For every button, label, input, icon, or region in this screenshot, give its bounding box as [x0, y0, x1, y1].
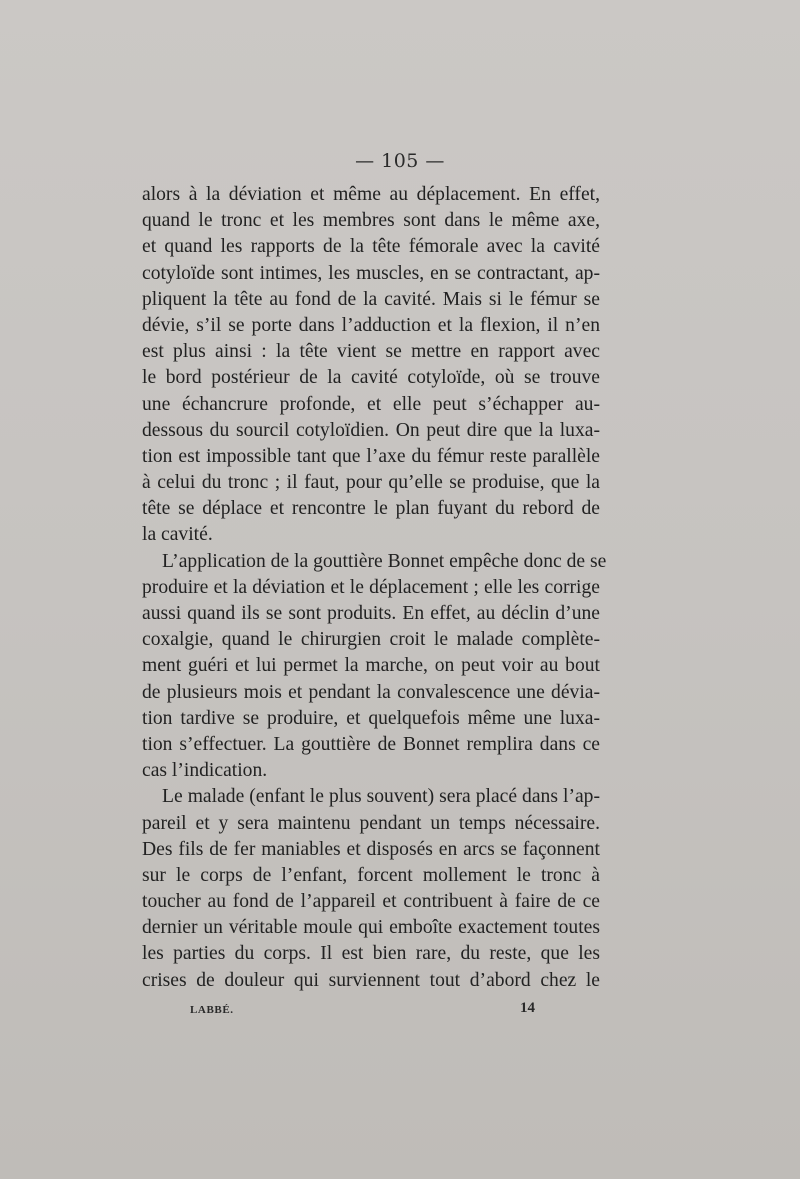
text-line: de plusieurs mois et pendant la convalescence une dévia- — [142, 681, 600, 703]
text-line: crises de douleur qui surviennent tout d’abord chez le — [142, 969, 600, 991]
text-line: cas l’indication. — [142, 760, 268, 782]
text-line: les parties du corps. Il est bien rare, du reste, que les — [142, 943, 600, 965]
text-line: et quand les rapports de la tête fémorale avec la cavité — [142, 236, 600, 258]
text-line: est plus ainsi : la tête vient se mettre en rapport avec — [142, 341, 600, 363]
text-line: Des fils de fer maniables et disposés en arcs se façonnent — [142, 838, 600, 860]
text-line: quand le tronc et les membres sont dans le même axe, — [142, 210, 600, 232]
sheet-number: 14 — [520, 1000, 535, 1016]
page-number: — 105 — — [355, 150, 445, 172]
text-line: dévie, s’il se porte dans l’adduction et la flexion, il n’en — [142, 314, 600, 336]
text-line: dernier un véritable moule qui emboîte exactement toutes — [142, 917, 600, 939]
text-line: toucher au fond de l’appareil et contribuent à faire de ce — [142, 891, 600, 913]
text-line: la cavité. — [142, 524, 213, 546]
text-line: une échancrure profonde, et elle peut s’échapper au- — [142, 393, 600, 415]
text-line: pareil et y sera maintenu pendant un temps nécessaire. — [142, 812, 600, 834]
text-line: pliquent la tête au fond de la cavité. Mais si le fémur se — [142, 288, 600, 310]
text-line: produire et la déviation et le déplacement ; elle les corrige — [142, 576, 600, 598]
text-line: sur le corps de l’enfant, forcent mollement le tronc à — [142, 864, 600, 886]
text-line: coxalgie, quand le chirurgien croit le malade complète- — [142, 629, 600, 651]
text-line: à celui du tronc ; il faut, pour qu’elle se produise, que la — [142, 472, 600, 494]
text-line: aussi quand ils se sont produits. En effet, au déclin d’une — [142, 603, 600, 624]
text-line: tête se déplace et rencontre le plan fuyant du rebord de — [142, 498, 600, 520]
text-line: cotyloïde sont intimes, les muscles, en se contractant, ap- — [142, 262, 600, 284]
text-line: tion tardive se produire, et quelquefois même une luxa- — [142, 707, 600, 729]
text-line: Le malade (enfant le plus souvent) sera placé dans l’ap- — [162, 786, 600, 808]
text-line: alors à la déviation et même au déplacement. En effet, — [142, 184, 600, 205]
text-line: le bord postérieur de la cavité cotyloïde, où se trouve — [142, 367, 600, 389]
text-line: tion s’effectuer. La gouttière de Bonnet remplira dans ce — [142, 733, 600, 755]
text-line: ment guéri et lui permet la marche, on peut voir au bout — [142, 655, 600, 677]
body-text — [142, 182, 607, 994]
text-line: tion est impossible tant que l’axe du fémur reste parallèle — [142, 445, 600, 467]
signature-mark: LABBÉ. — [190, 1004, 234, 1016]
text-line: L’application de la gouttière Bonnet empêche donc de se — [162, 550, 607, 572]
text-line: dessous du sourcil cotyloïdien. On peut dire que la luxa- — [142, 419, 600, 441]
